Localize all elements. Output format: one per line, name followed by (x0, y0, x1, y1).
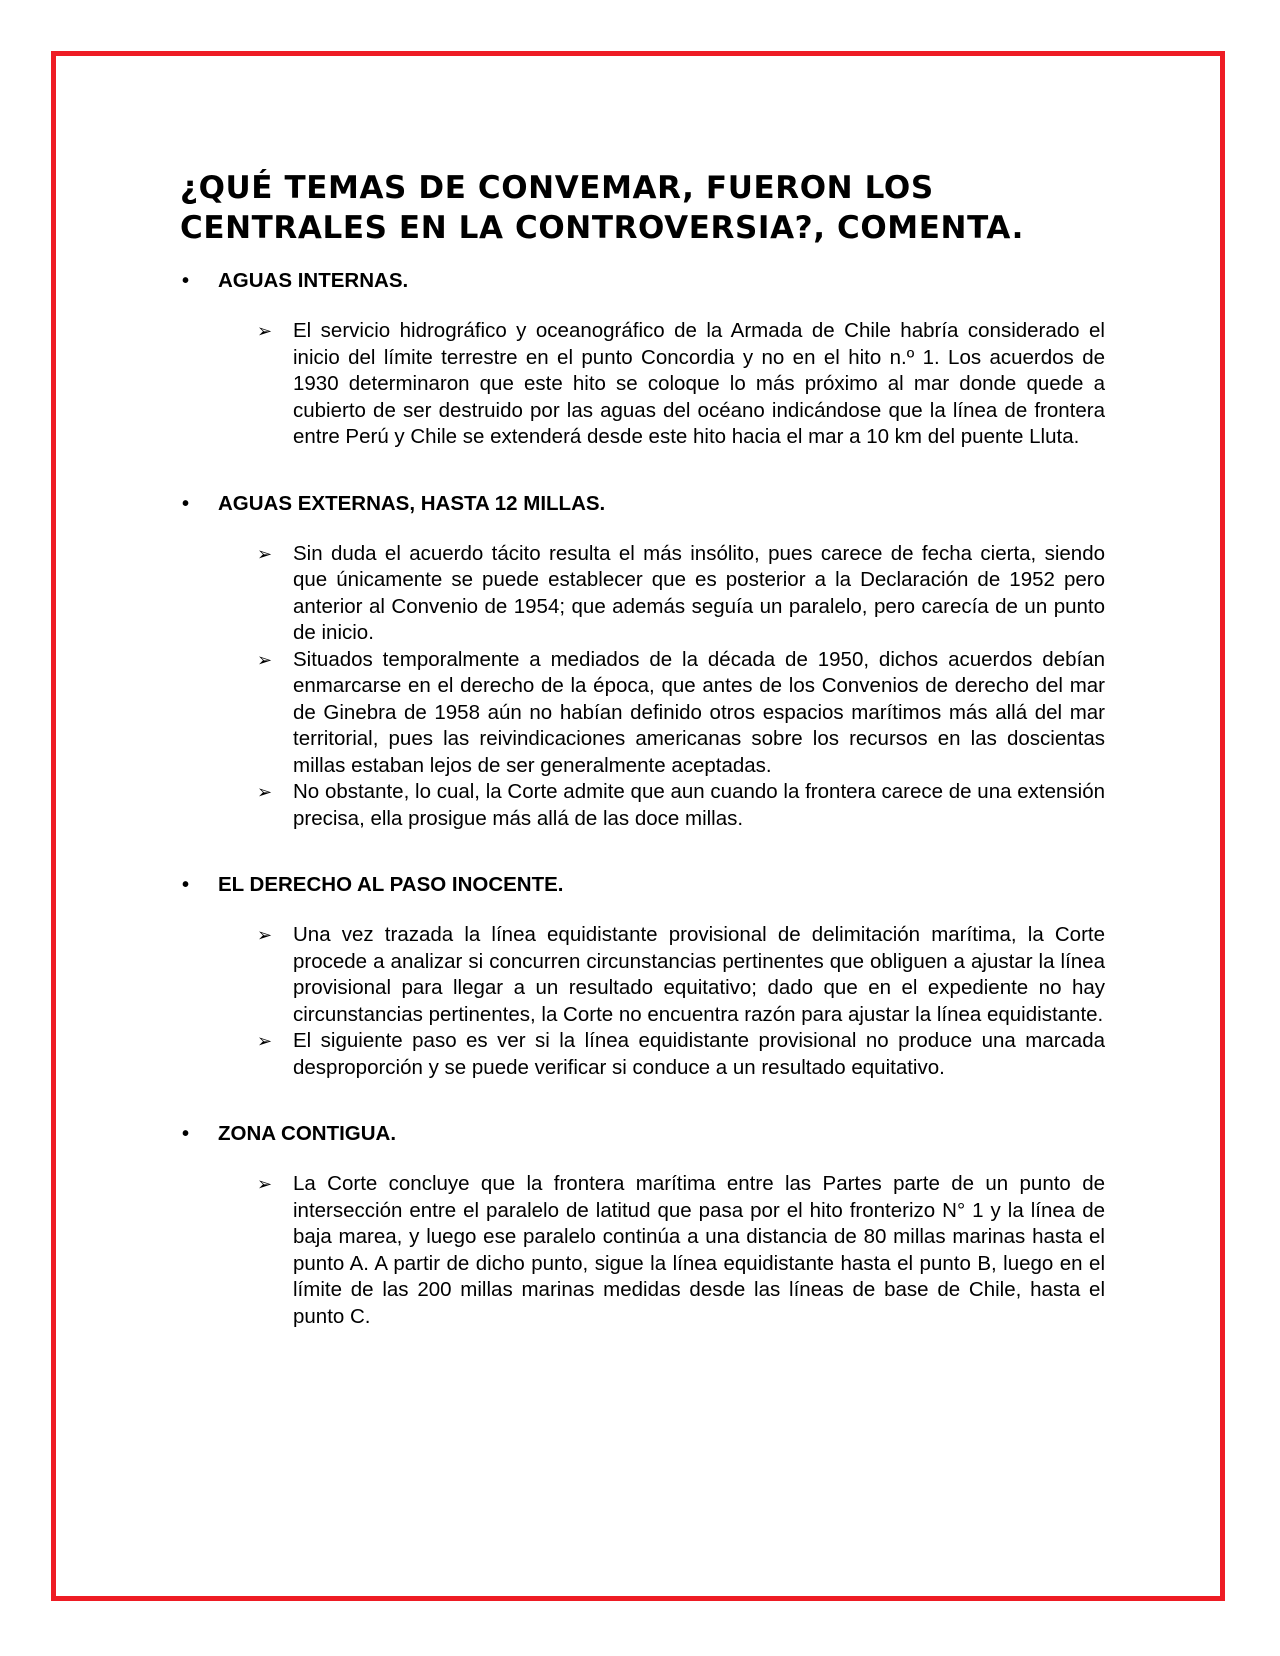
list-item (257, 1028, 1105, 1081)
document-body (180, 168, 1105, 1366)
section-heading (180, 1117, 1105, 1151)
section-paso-inocente (180, 868, 1105, 1081)
section-heading-text: AGUAS EXTERNAS, HASTA 12 MILLAS. (218, 491, 606, 515)
arrow-bullet-icon: ➢ (257, 649, 273, 670)
list-item-text: La Corte concluye que la frontera marítima entre las Partes parte de un punto de intersección entre el paralelo de latitud que pasa por el hito fronterizo N° 1 y la línea de baja marea, y luego ese paralelo continúa a una distancia de 80 millas marinas hasta el punto A. A partir de dicho punto, sigue la línea equidistante hasta el punto B, luego en el límite de las 200 millas marinas medidas desde las líneas de base de Chile, hasta el punto C. (293, 1172, 1105, 1328)
sub-list (180, 922, 1105, 1081)
section-heading-text: EL DERECHO AL PASO INOCENTE. (218, 873, 564, 896)
list-item (257, 647, 1105, 780)
section-heading (180, 868, 1105, 902)
section-aguas-externas (180, 487, 1105, 833)
list-item-text: Una vez trazada la línea equidistante provisional de delimitación marítima, la Corte procede a analizar si concurren circunstancias pertinentes que obliguen a ajustar la línea provisional para llegar a un resultado equitativo; dado que en el expediente no hay circunstancias pertinentes, la Corte no encuentra razón para ajustar la línea equidistante. (293, 923, 1105, 1026)
list-item (257, 1171, 1105, 1330)
arrow-bullet-icon: ➢ (257, 321, 273, 341)
sub-list (180, 318, 1105, 451)
list-item (257, 318, 1105, 451)
section-heading-text: AGUAS INTERNAS. (218, 269, 409, 292)
list-item-text: El servicio hidrográfico y oceanográfico de la Armada de Chile habría considerado el inicio del límite terrestre en el punto Concordia y no en el hito n.º 1. Los acuerdos de 1930 determinaron que este hito se coloque lo más próximo al mar donde quede a cubierto de ser destruido por las aguas del océano indicándose que la línea de frontera entre Perú y Chile se extenderá desde este hito hacia el mar a 10 km del puente Lluta. (293, 319, 1105, 448)
list-item (257, 541, 1105, 647)
section-heading (180, 264, 1105, 298)
section-aguas-internas (180, 264, 1105, 451)
list-item-text: Situados temporalmente a mediados de la década de 1950, dichos acuerdos debían enmarcarse en el derecho de la época, que antes de los Convenios de derecho del mar de Ginebra de 1958 aún no habían definido otros espacios marítimos más allá del mar territorial, pues las reivindicaciones americanas sobre los recursos en las doscientas millas estaban lejos de ser generalmente aceptadas. (293, 647, 1105, 777)
arrow-bullet-icon: ➢ (257, 925, 273, 945)
arrow-bullet-icon: ➢ (257, 1174, 273, 1194)
sub-list (180, 541, 1105, 833)
bullet-dot-icon: • (182, 492, 190, 515)
bullet-dot-icon: • (182, 1123, 190, 1145)
bullet-dot-icon: • (182, 874, 190, 896)
section-heading (180, 487, 1105, 521)
arrow-bullet-icon: ➢ (257, 543, 273, 564)
list-item-text: No obstante, lo cual, la Corte admite que aun cuando la frontera carece de una extensión precisa, ella prosigue más allá de las doce millas. (293, 780, 1105, 830)
list-item (257, 922, 1105, 1028)
section-zona-contigua (180, 1117, 1105, 1330)
list-item-text: Sin duda el acuerdo tácito resulta el más insólito, pues carece de fecha cierta, siendo que únicamente se puede establecer que es posterior a la Declaración de 1952 pero anterior al Convenio de 1954; que además seguía un paralelo, pero carecía de un punto de inicio. (293, 541, 1105, 644)
sub-list (180, 1171, 1105, 1330)
arrow-bullet-icon: ➢ (257, 1031, 273, 1051)
list-item (257, 779, 1105, 832)
bullet-dot-icon: • (182, 270, 190, 292)
arrow-bullet-icon: ➢ (257, 782, 273, 802)
list-item-text: El siguiente paso es ver si la línea equidistante provisional no produce una marcada desproporción y se puede verificar si conduce a un resultado equitativo. (293, 1029, 1105, 1079)
page-title: ¿QUÉ TEMAS DE CONVEMAR, FUERON LOS CENTRALES EN LA CONTROVERSIA?, COMENTA. (180, 170, 1024, 246)
section-heading-text: ZONA CONTIGUA. (218, 1122, 397, 1145)
